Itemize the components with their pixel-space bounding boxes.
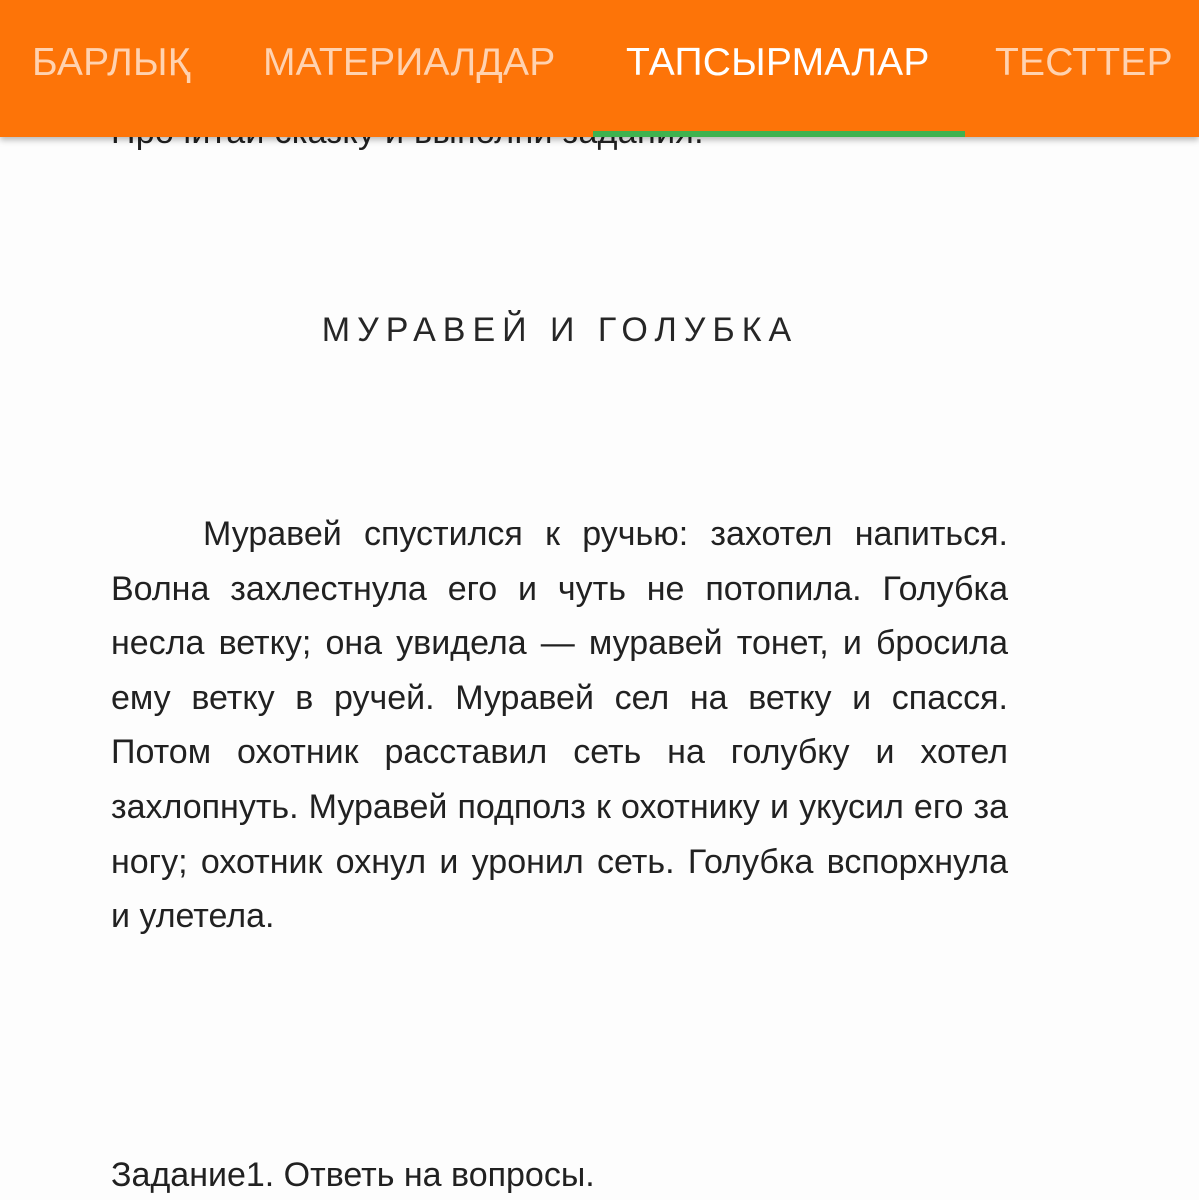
- tab-barlyk[interactable]: БАРЛЫҚ: [32, 41, 191, 84]
- tab-materialdar[interactable]: МАТЕРИАЛДАР: [263, 41, 556, 84]
- tab-tapsyrmalar[interactable]: ТАПСЫРМАЛАР: [626, 41, 930, 84]
- story-title: МУРАВЕЙ И ГОЛУБКА: [321, 311, 799, 349]
- story-text: Муравей спустился к ручью: захотел напиться. Волна захлестнула его и чуть не потопила. Голубка несла ветку; она увидела — муравей тонет, и бросила ему ветку в ручей. Муравей сел на ветку и спасся. Потом охотник расставил сеть на голубку и хотел захлопнуть. Муравей подполз к охотнику и укусил его за ногу; охотник охнул и уронил сеть. Голубка вспорхнула и улетела.: [111, 515, 1008, 936]
- tab-testter[interactable]: ТЕСТТЕР: [995, 41, 1173, 84]
- story-paragraph: [111, 507, 1008, 944]
- top-tab-bar: [0, 0, 1199, 137]
- active-tab-indicator: [593, 131, 965, 137]
- task-1-heading: Задание1. Ответь на вопросы.: [111, 1156, 595, 1194]
